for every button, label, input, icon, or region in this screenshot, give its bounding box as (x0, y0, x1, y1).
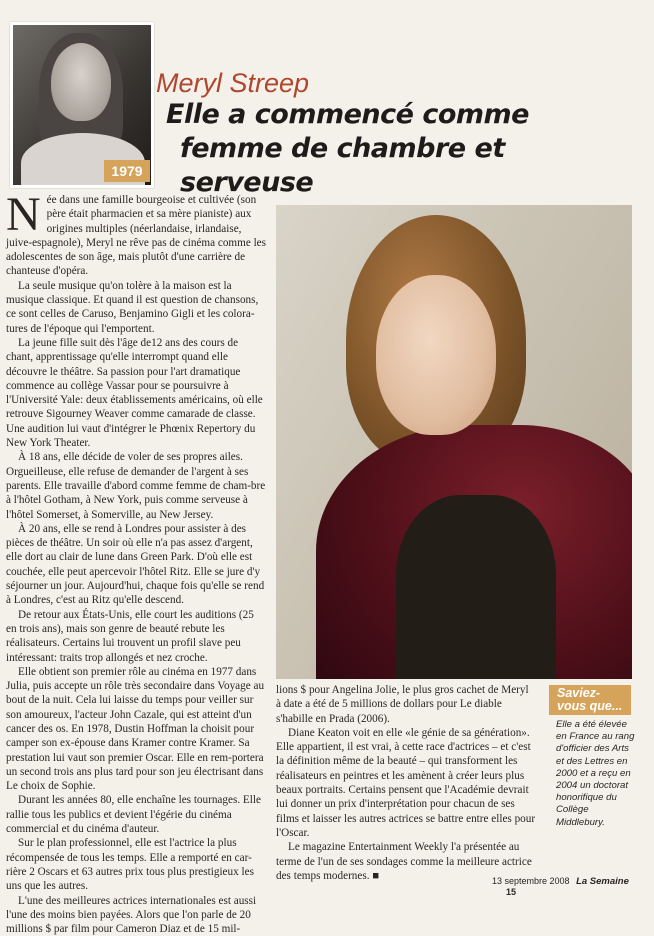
article-headline (166, 98, 636, 200)
drop-cap: N (6, 188, 41, 241)
paragraph: Née dans une famille bourgeoise et cultivée (son père était pharmacien et sa mère pianiste) aux origines multiples (néerlandaise, irlandaise, juive-espagnole), Meryl ne rêve pas de cinéma comme les adolescentes de son âge, mais plutôt d'une carrière de chanteuse d'opéra. (6, 188, 267, 278)
paragraph: La jeune fille suit dès l'âge de12 ans des cours de chant, apprentissage qu'elle interrompt quand elle découvre le théâtre. Sa passion pour l'art dramatique commence au collège Vassar pour se poursuivre à l'Université Yale: deux établissements américains, où elle retrouve Sigourney Weaver comme camarade de classe. Une audition lui vaut d'intégrer le Phœnix Repertory du New York Theater. (6, 336, 263, 450)
sidebar-title: Saviez- vous que... (549, 685, 631, 715)
article-column-left (6, 188, 267, 936)
article-kicker: Meryl Streep (156, 68, 310, 98)
paragraph: Diane Keaton voit en elle «le génie de sa génération». Elle appartient, il est vrai, à cette race d'actrices – et c'est la définition même de la beauté – qui transforment les réalisateurs en peintres et les amènent à créer leurs plus beaux portraits. Certains pensent que l'Académie devrait lui donner un prix d'interprétation pour chacun de ses films et laisser les autres actrices se battre entre elles pour l'Oscar. (276, 726, 536, 839)
paragraph: De retour aux États-Unis, elle court les auditions (25 en trois ans), mais son genre de beauté rebute les réalisateurs. Certains lui trouvent un profil slave peu intéressant: traits trop allongés et nez croche. (6, 608, 254, 664)
paragraph: Le magazine Entertainment Weekly l'a présentée au terme de l'un de ses sondages comme la meilleure actrice des temps modernes. ■ (276, 841, 532, 882)
main-portrait-photo (276, 205, 632, 679)
page-footer (492, 876, 654, 897)
footer-magazine: La Semaine (576, 876, 629, 887)
paragraph: La seule musique qu'on tolère à la maison est la musique classique. Et quand il est question de chansons, ce sont celles de Caruso, Benjamino Gigli et les colora-tures de l'époque qui l'emportent. (6, 279, 259, 335)
paragraph: lions $ pour Angelina Jolie, le plus gros cachet de Meryl à date a été de 5 millions de dollars pour Le diable s'habille en Prada (2006). (276, 684, 529, 725)
footer-date: 13 septembre 2008 (492, 876, 570, 886)
sidebar-text: Elle a été élevée en France au rang d'officier des Arts et des Lettres en 2000 et a reçu en 2004 un doctorat honorifique du Collège Middlebury. (556, 719, 635, 828)
paragraph: À 20 ans, elle se rend à Londres pour assister à des pièces de théâtre. Un soir où elle n'a pas assez d'argent, elle dort au clair de lune dans Green Park. D'où elle est couchée, elle peut apercevoir l'hôtel Ritz. Elle se jure d'y séjourner un jour. Aujourd'hui, chaque fois qu'elle se rend à Londres, c'est au Ritz qu'elle descend. (6, 522, 265, 607)
paragraph: À 18 ans, elle décide de voler de ses propres ailes. Orgueilleuse, elle refuse de demander de l'argent à ses parents. Elle travaille d'abord comme femme de cham-bre à l'hôtel Gotham, à New York, puis comme serveuse à l'hôtel Somerset, à Somerville, au New Jersey. (6, 451, 266, 521)
paragraph: L'une des meilleures actrices internationales est aussi l'une des moins bien payées. Alors que l'on parle de 20 millions $ par film pour Cameron Diaz et de 15 mil- (6, 894, 257, 936)
paragraph: Sur le plan professionnel, elle est l'actrice la plus récompensée de tous les temps. Elle a remporté en car-rière 2 Oscars et 63 autres prix tous plus prestigieux les uns que les autres. (6, 837, 254, 893)
page-number: 15 (506, 887, 517, 897)
article-column-right (276, 683, 536, 883)
headline-line-1: Elle a commencé comme (166, 99, 529, 130)
paragraph: Durant les années 80, elle enchaîne les tournages. Elle rallie tous les publics et devient l'égérie du cinéma commercial et du cinéma d'auteur. (6, 794, 261, 836)
headline-line-2: femme de chambre et serveuse (180, 133, 505, 198)
paragraph: Elle obtient son premier rôle au cinéma en 1977 dans Julia, puis accepte un rôle très secondaire dans Voyage au bout de la nuit. Cela lui laisse du temps pour veiller sur son amoureux, l'acteur John Cazale, qui est atteint d'un cancer des os. En 1978, Dustin Hoffman la choisit pour camper son ex-épouse dans Kramer contre Kramer. Sa prestation lui vaut son premier Oscar. Elle en rem-portera un second trois ans plus tard pour son jeu électrisant dans Le choix de Sophie. (6, 665, 265, 793)
year-badge: 1979 (104, 160, 150, 182)
